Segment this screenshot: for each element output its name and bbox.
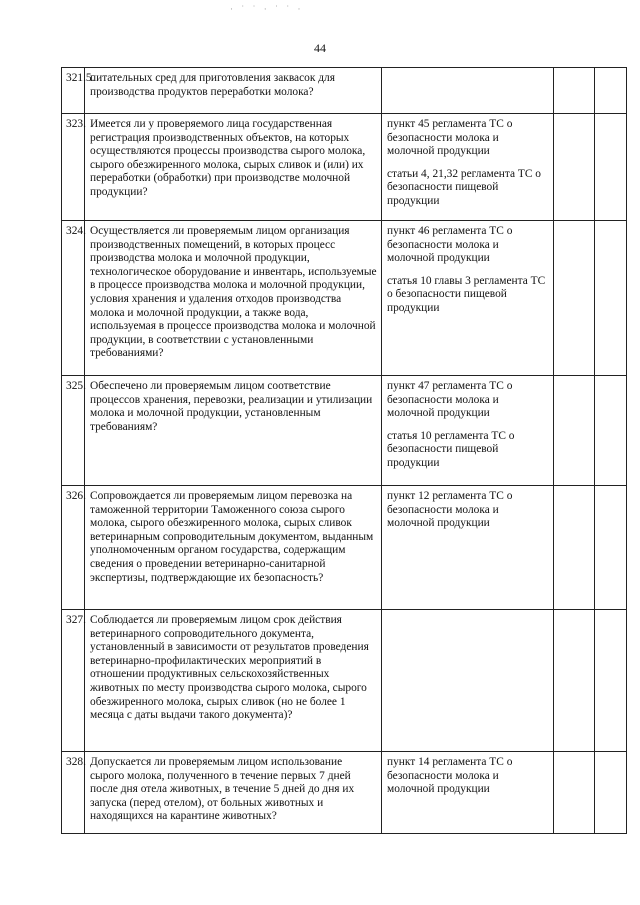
item-number: 323. <box>62 114 85 221</box>
checklist-table <box>61 67 611 834</box>
table-row <box>62 376 627 486</box>
reference-item: статья 10 главы 3 регламента ТС о безопасности пищевой продукции <box>387 274 546 314</box>
item-number: 324. <box>62 221 85 376</box>
legal-reference <box>382 752 554 834</box>
reference-item: статьи 4, 21,32 регламента ТС о безопасности пищевой продукции <box>387 167 541 207</box>
question-text: Осуществляется ли проверяемым лицом организация производственных помещений, в которых процесс производства молока и молочной продукции, технологическое оборудование и инвентарь, используемые в процессе производства молока и молочной продукции, условия хранения и удаления отходов производства молока и молочной продукции, а также вода, используемая в процессе производства молока и молочной продукции, в соответствии с установленными требованиями? <box>85 221 382 376</box>
question-text: Соблюдается ли проверяемым лицом срок действия ветеринарного сопроводительного документа, установленный в зависимости от результатов проведения ветеринарно-профилактических мероприятий в отношении продуктивных сельскохозяйственных животных по месту производства сырого молока, сырого обезжиренного молока, сырых сливок (но не более 1 месяца с даты выдачи такого документа)? <box>85 610 382 752</box>
item-number: 327. <box>62 610 85 752</box>
answer-cell <box>554 221 595 376</box>
reference-item: пункт 46 регламента ТС о безопасности молока и молочной продукции <box>387 225 513 265</box>
answer-cell <box>554 114 595 221</box>
table-row <box>62 610 627 752</box>
answer-cell <box>554 752 595 834</box>
table-row <box>62 68 627 114</box>
legal-reference <box>382 221 554 376</box>
answer-cell <box>554 486 595 610</box>
item-number: 321.5. <box>62 68 85 114</box>
answer-cell <box>554 68 595 114</box>
legal-reference <box>382 376 554 486</box>
reference-item: пункт 14 регламента ТС о безопасности молока и молочной продукции <box>387 756 513 796</box>
question-text: Обеспечено ли проверяемым лицом соответствие процессов хранения, перевозки, реализации и утилизации молока и молочной продукции, установленным требованиям? <box>85 376 382 486</box>
table-row <box>62 486 627 610</box>
legal-reference <box>382 486 554 610</box>
note-cell <box>595 752 627 834</box>
reference-item: пункт 45 регламента ТС о безопасности молока и молочной продукции <box>387 118 513 158</box>
legal-reference <box>382 68 554 114</box>
item-number: 328. <box>62 752 85 834</box>
checklist-rows <box>62 68 627 834</box>
table-row <box>62 114 627 221</box>
item-number: 325. <box>62 376 85 486</box>
scan-artifact: · ˙ ˙ · ˙ ˙ · <box>230 4 304 14</box>
table-row <box>62 221 627 376</box>
note-cell <box>595 610 627 752</box>
legal-reference <box>382 610 554 752</box>
note-cell <box>595 486 627 610</box>
answer-cell <box>554 376 595 486</box>
item-number: 326. <box>62 486 85 610</box>
note-cell <box>595 114 627 221</box>
legal-reference <box>382 114 554 221</box>
question-text: Допускается ли проверяемым лицом использование сырого молока, полученного в течение первых 7 дней после дня отела животных, в течение 5 дней до дня их запуска (перед отелом), от больных животных и находящихся на карантине животных? <box>85 752 382 834</box>
reference-item: статья 10 регламента ТС о безопасности пищевой продукции <box>387 429 515 469</box>
question-text: Имеется ли у проверяемого лица государственная регистрация производственных объектов, на которых осуществляются процессы производства сырого молока, сырого обезжиренного молока, сырых сливок и (или) их переработки (обработки) при производстве молочной продукции? <box>85 114 382 221</box>
note-cell <box>595 376 627 486</box>
table-row <box>62 752 627 834</box>
question-text: питательных сред для приготовления заквасок для производства продуктов переработки молока? <box>85 68 382 114</box>
reference-item: пункт 47 регламента ТС о безопасности молока и молочной продукции <box>387 380 513 420</box>
page-number: 44 <box>314 41 326 55</box>
answer-cell <box>554 610 595 752</box>
note-cell <box>595 221 627 376</box>
note-cell <box>595 68 627 114</box>
reference-item: пункт 12 регламента ТС о безопасности молока и молочной продукции <box>387 490 513 530</box>
question-text: Сопровождается ли проверяемым лицом перевозка на таможенной территории Таможенного союза сырого молока, сырого обезжиренного молока, сырых сливок ветеринарным сопроводительным документом, выданным уполномоченным органом государства, содержащим сведения о проведении ветеринарно-санитарной экспертизы, подтверждающие их безопасность? <box>85 486 382 610</box>
